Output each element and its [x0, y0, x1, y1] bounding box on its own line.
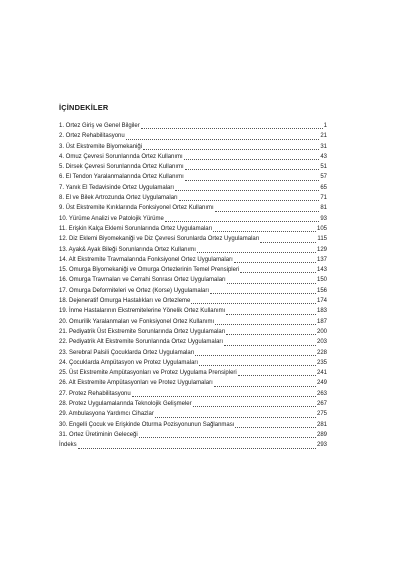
toc-entry-page: 235: [316, 359, 327, 366]
toc-entry-title: 11. Erişkin Kalça Eklemi Sorunlarında Ortez Uygulamaları: [59, 225, 213, 232]
toc-entry-page: 289: [316, 431, 327, 438]
toc-entry: [59, 193, 327, 203]
dot-leader: [141, 127, 323, 129]
toc-entry-page: 31: [320, 143, 327, 150]
toc-entry-page: 228: [316, 349, 327, 356]
dot-leader: [240, 271, 316, 273]
toc-entry-page: 71: [320, 195, 327, 202]
toc-entry-page: 21: [320, 133, 327, 140]
dot-leader: [226, 333, 316, 335]
toc-entry-title: 14. Alt Ekstremite Travmalarında Fonksiyonel Ortez Uygulamaları: [59, 256, 233, 263]
toc-entry: [59, 389, 327, 399]
toc-entry-page: 129: [316, 246, 327, 253]
toc-entry-title: 10. Yürüme Analizi ve Patolojik Yürüme: [59, 215, 164, 222]
toc-entry-title: 13. Ayak& Ayak Bileği Sorunlarında Ortez Kullanımı: [59, 246, 196, 253]
dot-leader: [215, 210, 320, 212]
toc-entry: [59, 234, 327, 244]
dot-leader: [175, 189, 319, 191]
dot-leader: [185, 179, 320, 181]
dot-leader: [195, 354, 316, 356]
dot-leader: [227, 282, 316, 284]
toc-entry: [59, 183, 327, 193]
dot-leader: [235, 426, 316, 428]
toc-entry-title: 2. Ortez Rehabilitasyonu: [59, 133, 125, 140]
dot-leader: [260, 241, 316, 243]
toc-entry-page: 267: [316, 401, 327, 408]
toc-entry-title: 28. Protez Uygulamalarında Teknolojik Gelişmeler: [59, 401, 192, 408]
toc-entry: [59, 275, 327, 285]
dot-leader: [191, 302, 316, 304]
dot-leader: [226, 313, 316, 315]
dot-leader: [193, 405, 316, 407]
toc-entry: [59, 378, 327, 388]
toc-entry-page: 43: [320, 153, 327, 160]
toc-entry-page: 156: [316, 287, 327, 294]
toc-entry-page: 293: [316, 442, 327, 449]
toc-entry: [59, 306, 327, 316]
toc-entry: [59, 420, 327, 430]
toc-entry-page: 57: [320, 174, 327, 181]
toc-entry: [59, 409, 327, 419]
toc-entry-page: 143: [316, 267, 327, 274]
toc-entry: [59, 245, 327, 255]
toc-entry-title: 29. Ambulasyona Yardımcı Cihazlar: [59, 411, 154, 418]
dot-leader: [139, 436, 316, 438]
toc-entry: [59, 337, 327, 347]
toc-entry-page: 51: [320, 164, 327, 171]
toc-entry-page: 203: [316, 339, 327, 346]
dot-leader: [78, 447, 316, 449]
toc-entry-title: 22. Pediyatrik Alt Ekstremite Sorunlarında Ortez Uygulamaları: [59, 339, 224, 346]
toc-entry-page: 115: [317, 236, 327, 243]
table-of-contents: [59, 121, 327, 451]
toc-entry-title: 17. Omurga Deformiteleri ve Ortez (Korse) Uygulamaları: [59, 287, 210, 294]
toc-entry-title: 24. Çocuklarda Ampütasyon ve Protez Uygulamaları: [59, 359, 199, 366]
toc-entry: [59, 224, 327, 234]
toc-entry: [59, 152, 327, 162]
toc-entry-title: 7. Yanık El Tedavisinde Ortez Uygulamaları: [59, 184, 175, 191]
toc-entry-page: 150: [316, 277, 327, 284]
toc-entry: [59, 440, 327, 450]
toc-entry-page: 1: [323, 123, 327, 129]
toc-entry: [59, 430, 327, 440]
toc-entry-title: 9. Üst Ekstremite Kırıklarında Fonksiyonel Ortez Kullanımı: [59, 205, 214, 212]
toc-entry-page: 81: [320, 205, 327, 212]
toc-entry-title: 21. Pediyatrik Üst Ekstremite Sorunlarında Ortez Uygulamaları: [59, 328, 226, 335]
toc-entry: [59, 348, 327, 358]
toc-entry: [59, 286, 327, 296]
toc-entry-title: 31. Ortez Üretiminin Geleceği: [59, 431, 138, 438]
toc-entry-page: 65: [320, 184, 327, 191]
toc-entry: [59, 172, 327, 182]
dot-leader: [143, 148, 319, 150]
toc-entry-title: 18. Dejeneratif Omurga Hastalıkları ve Ortezleme: [59, 298, 191, 305]
toc-entry-page: 174: [316, 298, 327, 305]
toc-entry-title: İndeks: [59, 442, 77, 449]
toc-entry-title: 6. El Tendon Yaralanmalarında Ortez Kullanımı: [59, 174, 184, 181]
toc-entry-page: 200: [316, 328, 327, 335]
toc-entry-title: 20. Omurilik Yaralanmaları ve Fonksiyonel Ortez Kullanımı: [59, 318, 215, 325]
dot-leader: [132, 395, 316, 397]
dot-leader: [234, 261, 316, 263]
dot-leader: [126, 138, 320, 140]
toc-entry-title: 5. Dirsek Çevresi Sorunlarında Ortez Kullanımı: [59, 164, 184, 171]
dot-leader: [210, 292, 316, 294]
toc-entry: [59, 255, 327, 265]
dot-leader: [165, 220, 319, 222]
toc-entry-title: 3. Üst Ekstremite Biyomekaniği: [59, 143, 143, 150]
toc-entry: [59, 121, 327, 131]
toc-entry-page: 263: [316, 390, 327, 397]
toc-entry-title: 26. Alt Ekstremite Ampütasyonları ve Protez Uygulamaları: [59, 380, 213, 387]
toc-entry: [59, 327, 327, 337]
toc-entry: [59, 368, 327, 378]
dot-leader: [238, 374, 316, 376]
dot-leader: [213, 230, 316, 232]
toc-entry-title: 23. Serebral Palsili Çocuklarda Ortez Uygulamaları: [59, 349, 195, 356]
toc-entry-title: 19. İnme Hastalarının Ekstremitelerine Yönelik Ortez Kullanımı: [59, 308, 226, 315]
toc-entry-title: 12. Diz Eklemi Biyomekaniği ve Diz Çevresi Sorunlarda Ortez Uygulamaları: [59, 236, 260, 243]
toc-entry-page: 281: [316, 421, 327, 428]
toc-entry-title: 30. Engelli Çocuk ve Erişkinde Oturma Pozisyonunun Sağlanması: [59, 421, 235, 428]
dot-leader: [184, 158, 320, 160]
toc-entry-title: 15. Omurga Biyomekaniği ve Omurga Ortezlerinin Temel Prensipleri: [59, 267, 240, 274]
dot-leader: [215, 323, 316, 325]
toc-entry-page: 93: [320, 215, 327, 222]
toc-entry-title: 8. El ve Bilek Artrozunda Ortez Uygulamaları: [59, 195, 178, 202]
dot-leader: [199, 364, 316, 366]
toc-entry-title: 27. Protez Rehabilitasyonu: [59, 390, 131, 397]
toc-entry-page: 275: [316, 411, 327, 418]
toc-entry: [59, 162, 327, 172]
dot-leader: [214, 385, 316, 387]
toc-entry-page: 105: [316, 225, 327, 232]
toc-entry-page: 183: [316, 308, 327, 315]
toc-entry-page: 241: [316, 370, 327, 377]
toc-entry-title: 1. Ortez Giriş ve Genel Bilgiler: [59, 123, 140, 129]
dot-leader: [155, 416, 316, 418]
toc-entry-page: 187: [316, 318, 327, 325]
dot-leader: [224, 344, 316, 346]
toc-entry: [59, 203, 327, 213]
toc-entry: [59, 317, 327, 327]
toc-entry-title: 4. Omuz Çevresi Sorunlarında Ortez Kullanımı: [59, 153, 183, 160]
toc-heading: İÇİNDEKİLER: [59, 103, 109, 112]
dot-leader: [185, 168, 320, 170]
dot-leader: [179, 199, 320, 201]
toc-entry-page: 137: [316, 256, 327, 263]
dot-leader: [197, 251, 316, 253]
toc-entry: [59, 131, 327, 141]
toc-entry: [59, 142, 327, 152]
toc-entry: [59, 214, 327, 224]
toc-entry: [59, 358, 327, 368]
toc-entry-title: 16. Omurga Travmaları ve Cerrahi Sonrası Ortez Uygulamaları: [59, 277, 226, 284]
toc-entry: [59, 399, 327, 409]
toc-entry: [59, 296, 327, 306]
toc-entry-page: 249: [316, 380, 327, 387]
toc-entry-title: 25. Üst Ekstremite Ampütasyonları ve Protez Uygulama Prensipleri: [59, 370, 237, 377]
toc-entry: [59, 265, 327, 275]
